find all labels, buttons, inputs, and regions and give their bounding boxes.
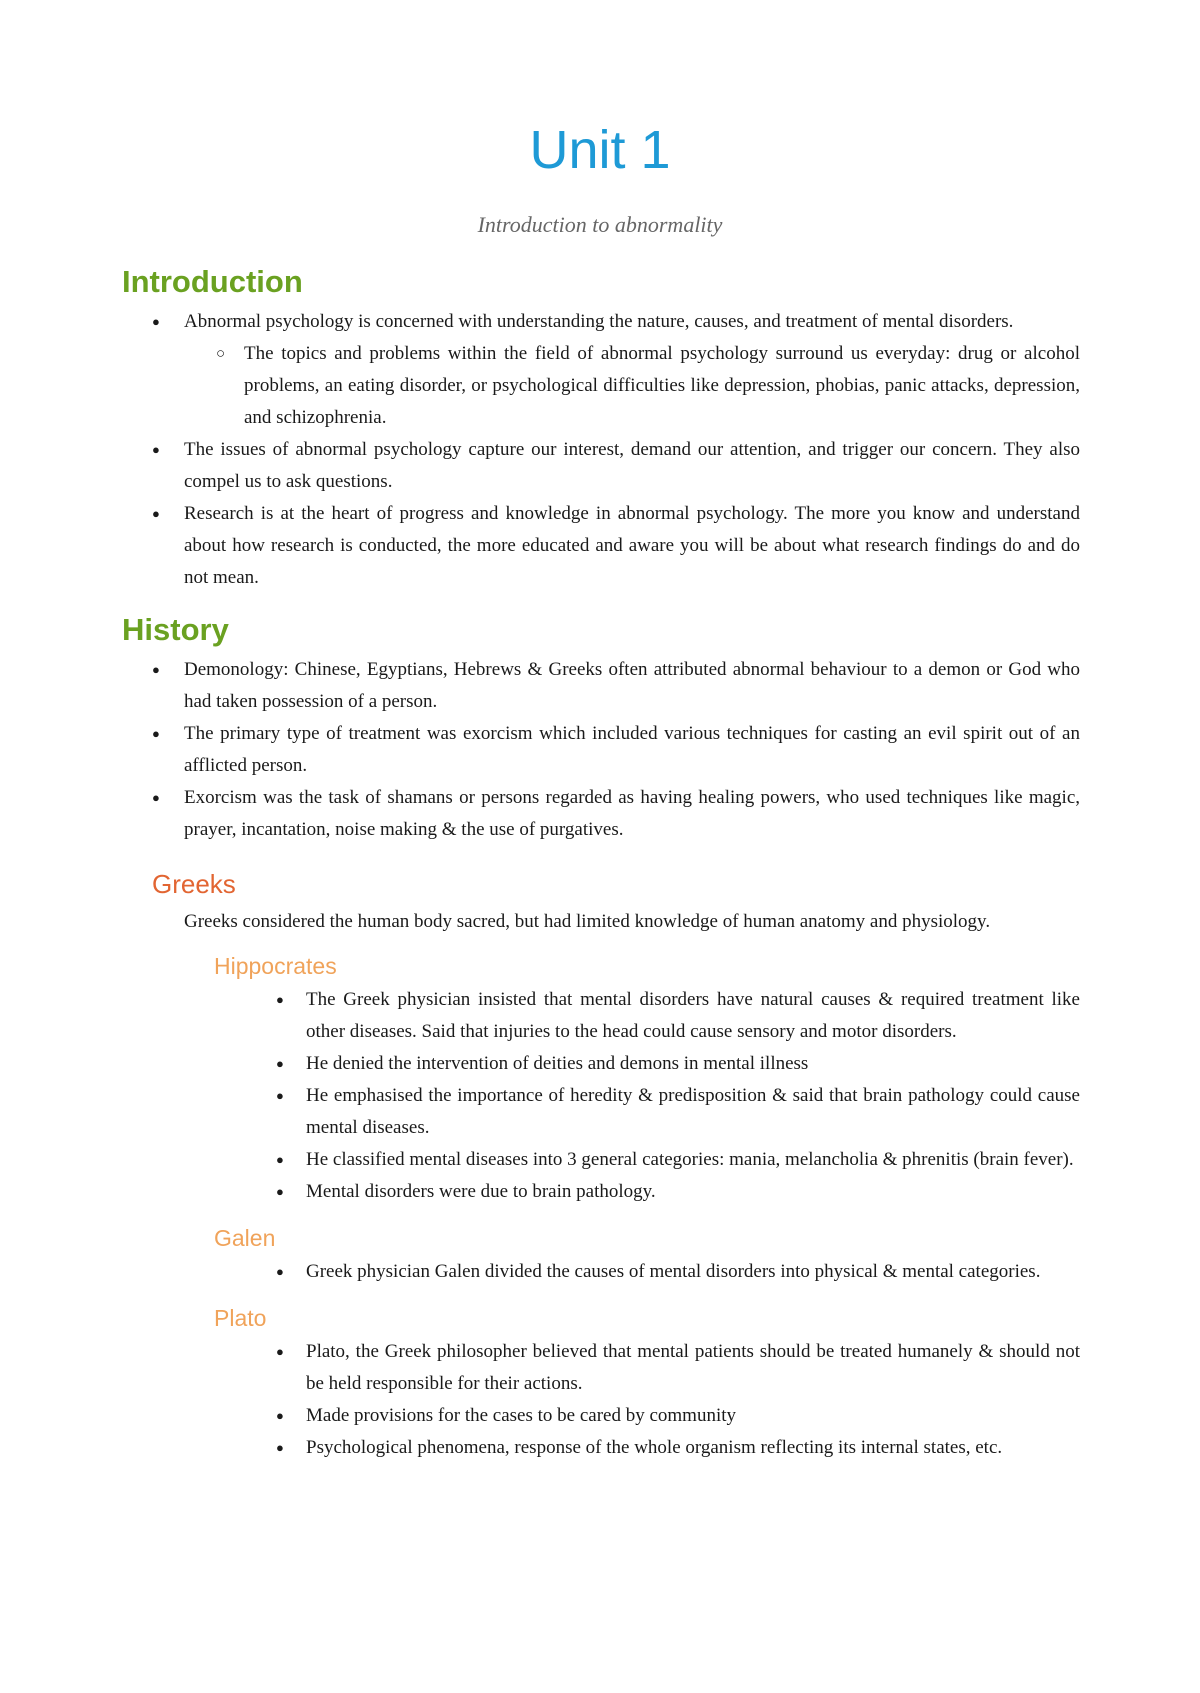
list-item: ● Demonology: Chinese, Egyptians, Hebrews & Greeks often attributed abnormal behaviour to a demon or God who had taken possession of a person. bbox=[122, 654, 1080, 718]
section-plato bbox=[122, 1302, 1080, 1464]
document-body bbox=[122, 262, 1080, 1464]
list-item: ● He classified mental diseases into 3 general categories: mania, melancholia & phrenitis (brain fever). bbox=[122, 1144, 1080, 1176]
heading-hippocrates: Hippocrates bbox=[214, 953, 337, 979]
greeks-paragraph: Greeks considered the human body sacred, but had limited knowledge of human anatomy and physiology. bbox=[184, 911, 991, 932]
list-item: ● He denied the intervention of deities and demons in mental illness bbox=[122, 1048, 1080, 1080]
list-item: ● Psychological phenomena, response of the whole organism reflecting its internal states, etc. bbox=[122, 1432, 1080, 1464]
list-item: ● Made provisions for the cases to be cared by community bbox=[122, 1400, 1080, 1432]
list-item: ● The issues of abnormal psychology capture our interest, demand our attention, and trigger our concern. They also compel us to ask questions. bbox=[122, 434, 1080, 498]
section-greeks bbox=[122, 866, 1080, 938]
list-item: ○ The topics and problems within the field of abnormal psychology surround us everyday: drug or alcohol problems, an eating disorder, or psychological difficulties like depression, phobias, panic attacks, depression, and schizophrenia. bbox=[122, 338, 1080, 434]
list-item: ● Abnormal psychology is concerned with understanding the nature, causes, and treatment of mental disorders. bbox=[122, 306, 1080, 338]
list-item: ● The primary type of treatment was exorcism which included various techniques for casting an evil spirit out of an afflicted person. bbox=[122, 718, 1080, 782]
introduction-list bbox=[122, 306, 1080, 338]
section-hippocrates bbox=[122, 950, 1080, 1208]
page-subtitle: Introduction to abnormality bbox=[477, 212, 723, 237]
section-introduction bbox=[122, 262, 1080, 594]
heading-history: History bbox=[122, 612, 229, 647]
galen-list bbox=[122, 1256, 1080, 1288]
list-item: ● He emphasised the importance of heredity & predisposition & said that brain pathology could cause mental diseases. bbox=[122, 1080, 1080, 1144]
heading-galen: Galen bbox=[214, 1225, 276, 1251]
list-item: ● Plato, the Greek philosopher believed that mental patients should be treated humanely & should not be held responsible for their actions. bbox=[122, 1336, 1080, 1400]
list-item: ● The Greek physician insisted that mental disorders have natural causes & required treatment like other diseases. Said that injuries to the head could cause sensory and motor disorders. bbox=[122, 984, 1080, 1048]
heading-greeks: Greeks bbox=[152, 869, 236, 899]
page-title: Unit 1 bbox=[529, 120, 671, 180]
list-item: ● Greek physician Galen divided the causes of mental disorders into physical & mental categories. bbox=[122, 1256, 1080, 1288]
introduction-sublist bbox=[122, 338, 1080, 434]
plato-list bbox=[122, 1336, 1080, 1464]
section-galen bbox=[122, 1222, 1080, 1288]
heading-introduction: Introduction bbox=[122, 264, 303, 299]
list-item: ● Exorcism was the task of shamans or persons regarded as having healing powers, who used techniques like magic, prayer, incantation, noise making & the use of purgatives. bbox=[122, 782, 1080, 846]
heading-plato: Plato bbox=[214, 1305, 267, 1331]
section-history bbox=[122, 610, 1080, 846]
list-item: ● Mental disorders were due to brain pathology. bbox=[122, 1176, 1080, 1208]
introduction-list-continued bbox=[122, 434, 1080, 594]
list-item: ● Research is at the heart of progress and knowledge in abnormal psychology. The more you know and understand about how research is conducted, the more educated and aware you will be about what research findings do and do not mean. bbox=[122, 498, 1080, 594]
history-list bbox=[122, 654, 1080, 846]
hippocrates-list bbox=[122, 984, 1080, 1208]
